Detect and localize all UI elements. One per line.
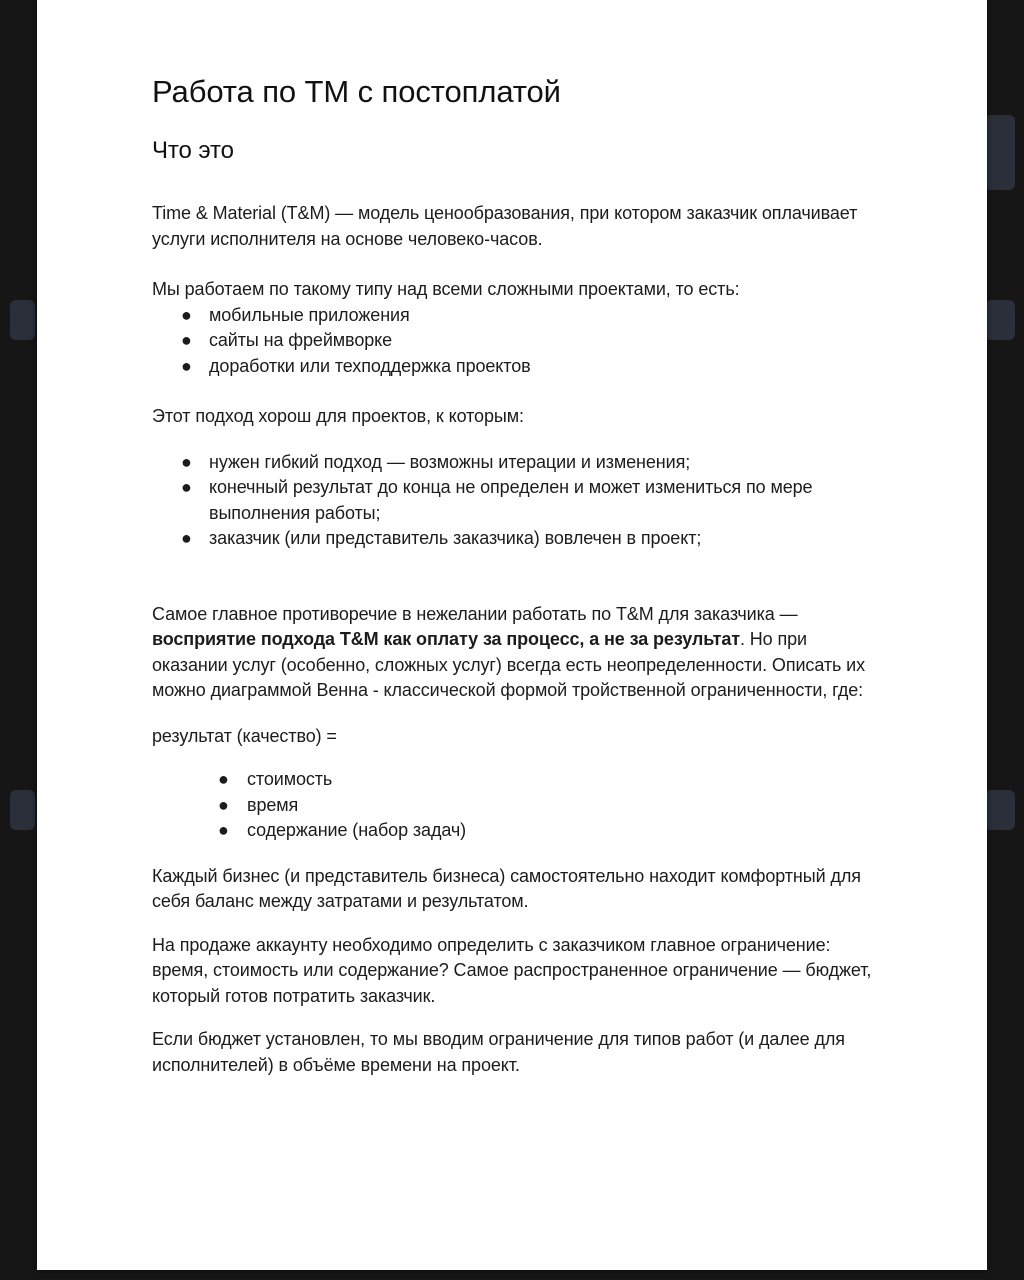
list-item: ● мобильные приложения [152, 303, 882, 329]
bullet-icon: ● [181, 528, 192, 548]
formula-line: результат (качество) = [152, 725, 337, 746]
project-types-list [152, 303, 882, 380]
background-blur-shape [985, 300, 1015, 340]
list-item: ● содержание (набор задач) [152, 818, 882, 844]
approach-intro-paragraph: Этот подход хорош для проектов, к которым: [152, 406, 524, 426]
list-item: ● заказчик (или представитель заказчика) вовлечен в проект; [152, 526, 882, 552]
contradiction-lead: Самое главное противоречие в нежелании работать по T&M для заказчика — [152, 603, 798, 624]
list-item: ● конечный результат до конца не определен и может измениться по мере выполнения работы; [181, 477, 813, 523]
document-content [152, 70, 882, 1078]
list-item: ● доработки или техподдержка проектов [152, 354, 882, 380]
background-blur-shape [985, 115, 1015, 190]
projects-intro-paragraph: Мы работаем по такому типу над всеми сложными проектами, то есть: [152, 279, 740, 299]
bullet-icon: ● [218, 820, 229, 840]
background-blur-shape [10, 790, 35, 830]
list-item: ● время [152, 793, 882, 819]
formula-list [152, 767, 882, 844]
bullet-icon: ● [181, 330, 192, 350]
contradiction-tail: . Но при оказании услуг (особенно, сложных услуг) всегда есть неопределенности. Описать их можно диаграммой Венна - классической формой тройственной ограниченности, где: [152, 629, 866, 700]
contradiction-paragraph [152, 602, 882, 704]
sales-paragraph: На продаже аккаунту необходимо определить с заказчиком главное ограничение: время, стоимость или содержание? Самое распространенное ограничение — бюджет, который готов потратить заказчик. [152, 934, 872, 1006]
bullet-icon: ● [181, 304, 192, 325]
bullet-icon: ● [181, 451, 192, 472]
list-item: ● стоимость [152, 767, 882, 793]
list-item: ● нужен гибкий подход — возможны итерации и изменения; [152, 450, 882, 476]
list-item: ● сайты на фреймворке [152, 328, 882, 354]
intro-paragraph: Time & Material (T&M) — модель ценообразования, при котором заказчик оплачивает услуги исполнителя на основе человеко-часов. [152, 203, 858, 249]
bullet-icon: ● [181, 477, 192, 497]
balance-paragraph: Каждый бизнес (и представитель бизнеса) самостоятельно находит комфортный для себя баланс между затратами и результатом. [152, 865, 861, 911]
section-heading: Что это [152, 137, 234, 164]
approach-list [152, 450, 882, 552]
bullet-icon: ● [181, 355, 192, 376]
document-page [37, 0, 987, 1270]
bullet-icon: ● [218, 769, 229, 789]
budget-paragraph: Если бюджет установлен, то мы вводим ограничение для типов работ (и далее для исполнителей) в объёме времени на проект. [152, 1029, 845, 1075]
document-title: Работа по ТМ с постоплатой [152, 74, 561, 109]
background-blur-shape [985, 790, 1015, 830]
bullet-icon: ● [218, 794, 229, 815]
background-blur-shape [10, 300, 35, 340]
contradiction-emphasis: восприятие подхода T&M как оплату за процесс, а не за результат [152, 629, 740, 649]
